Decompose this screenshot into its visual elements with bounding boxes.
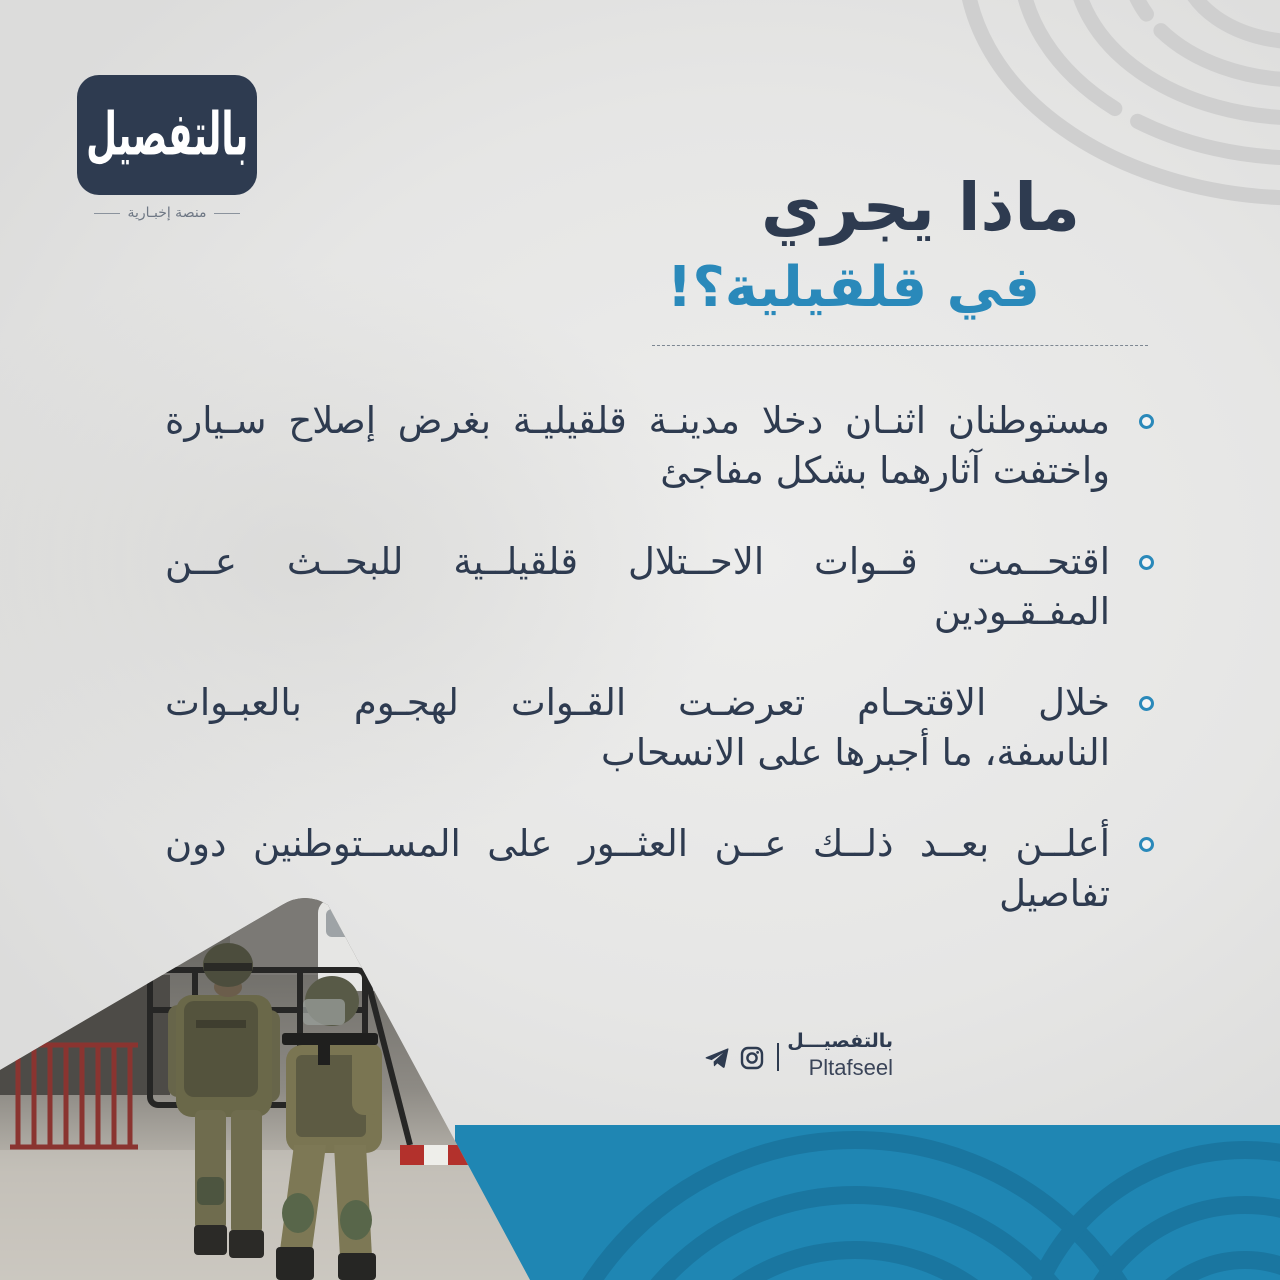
- tagline-dash-left: [94, 213, 120, 214]
- soldier-arm: [352, 1043, 382, 1115]
- logo-tagline: [77, 203, 257, 223]
- bullet-dot: [1139, 555, 1154, 570]
- helmet-band: [204, 963, 252, 971]
- rifle-magazine: [318, 1043, 330, 1065]
- curb-white: [424, 1145, 448, 1165]
- bullet-line: خلال الاقتحـام تعرضـت القـوات لهجـوم بالعبـوات: [165, 681, 1110, 724]
- shop-wall: [0, 975, 170, 1095]
- soldier-leg: [231, 1110, 262, 1234]
- curb-white: [472, 1145, 496, 1165]
- bullet-item: [165, 537, 1110, 637]
- bullet-line: اقتحــمت قــوات الاحــتلال قلقيلــية للبحــث عــن: [165, 540, 1110, 583]
- bullet-dot: [1139, 696, 1154, 711]
- knee-pad: [282, 1193, 314, 1233]
- knee-pad: [340, 1200, 372, 1240]
- tagline-dash-right: [214, 213, 240, 214]
- news-photo-soldiers: [0, 895, 530, 1280]
- dashed-divider: [652, 345, 1148, 346]
- photo-scene: [0, 895, 530, 1280]
- bullet-dot: [1139, 837, 1154, 852]
- soldier-leg: [195, 1110, 226, 1230]
- brand-logo: [77, 75, 257, 195]
- handle-name: بالتفصيـــل: [787, 1030, 893, 1052]
- street: [0, 1150, 530, 1280]
- instagram-lens: [747, 1053, 756, 1062]
- tagline-text: منصة إخبـارية: [127, 205, 207, 221]
- arc: [1182, 0, 1280, 42]
- soldier-boot: [338, 1253, 376, 1280]
- car-window: [326, 909, 380, 937]
- social-handle: [700, 1030, 895, 1084]
- bullet-line: أعلــن بعــد ذلــك عــن العثــور على المســتوطنين دون: [165, 822, 1110, 865]
- headline: ماذا يجري: [760, 169, 1080, 246]
- telegram-glyph: [706, 1048, 729, 1067]
- curb-red: [400, 1145, 424, 1165]
- instagram-icon: [740, 1046, 764, 1070]
- bullet-line: المفـقـودين: [933, 590, 1110, 633]
- bullet-list: [165, 396, 1110, 919]
- bullet-line: مستوطنان اثنـان دخلا مدينـة قلقيليـة بغرض إصلاح سـيارة: [165, 399, 1110, 442]
- knee-pad: [197, 1177, 224, 1205]
- curb-red: [448, 1145, 472, 1165]
- helmet-visor: [303, 999, 345, 1025]
- bullet-line: الناسفة، ما أجبرها على الانسحاب: [601, 731, 1110, 774]
- headline-location: في قلقيلية؟!: [666, 255, 1040, 320]
- soldier-boot: [194, 1225, 227, 1255]
- social-separator: [777, 1043, 779, 1071]
- handle-username: Pltafseel: [808, 1055, 893, 1080]
- soldier-boot: [276, 1247, 314, 1280]
- bullet-line: تفاصيل: [999, 872, 1110, 915]
- bullet-dot: [1139, 414, 1154, 429]
- backpack-strap: [196, 1020, 246, 1028]
- instagram-dot: [756, 1051, 759, 1054]
- bullet-item: [165, 396, 1110, 496]
- bullet-item: [165, 678, 1110, 778]
- blue-band-decoration: [455, 1125, 1280, 1280]
- bullet-line: واختفت آثارهما بشكل مفاجئ: [660, 449, 1110, 492]
- soldier-backpack: [184, 1001, 258, 1097]
- curb: [400, 1145, 530, 1165]
- telegram-icon: [704, 1046, 731, 1070]
- instagram-frame: [742, 1048, 762, 1068]
- soldier-boot: [229, 1230, 264, 1258]
- curb-red: [496, 1145, 530, 1165]
- logo-wordmark: بالتفصيل: [85, 100, 249, 170]
